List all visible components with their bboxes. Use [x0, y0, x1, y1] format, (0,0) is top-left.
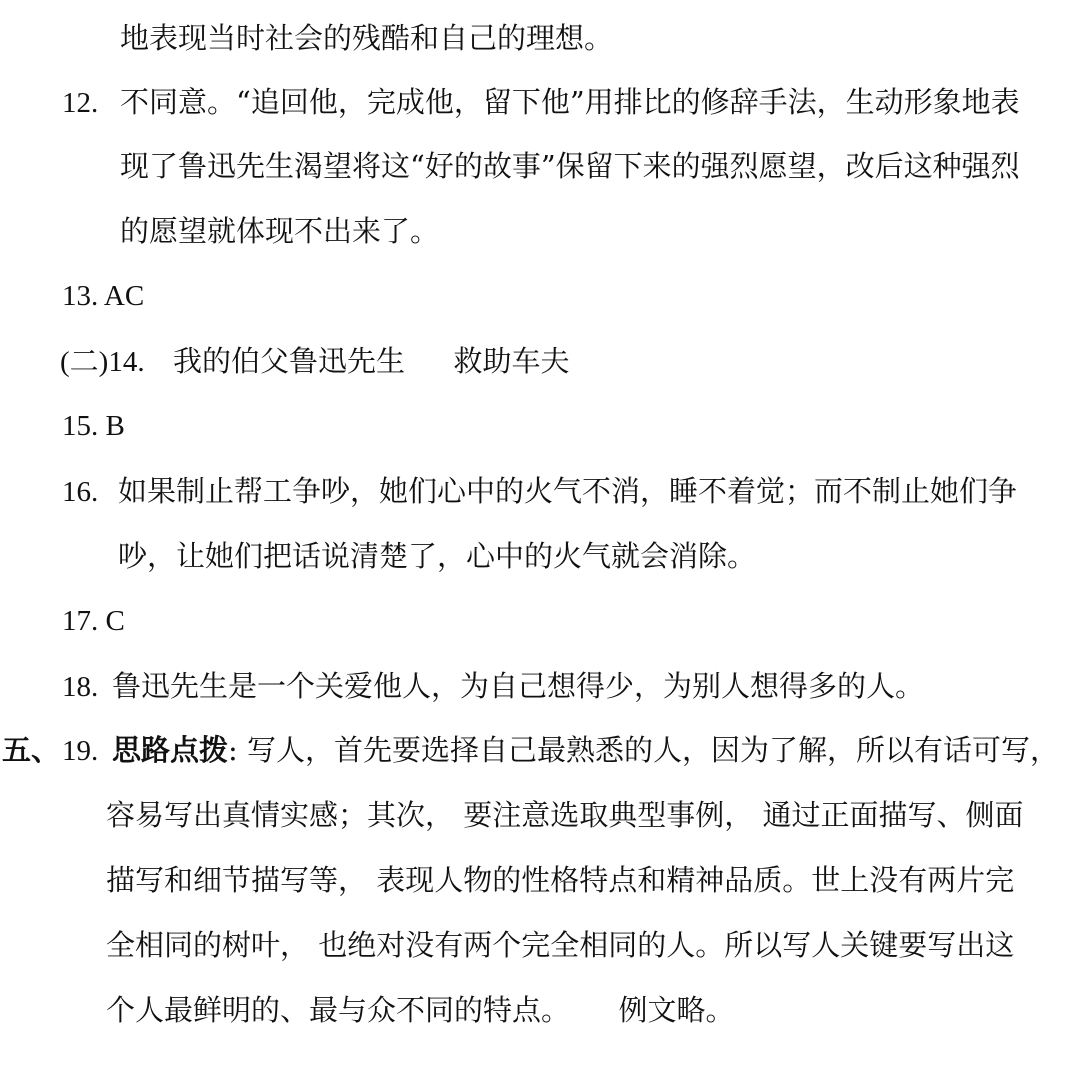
answer-19-line-3 [106, 860, 1014, 900]
answer-16-line-2 [118, 536, 756, 576]
answer-15 [62, 406, 125, 446]
answer-text: 17. C [62, 605, 125, 637]
answer-18-line-1 [112, 666, 924, 706]
answer-text: 15. B [62, 410, 125, 442]
answer-text: 我的伯父鲁迅先生 [173, 344, 406, 378]
answer-12-line-1 [120, 82, 1020, 122]
question-number: (二)14. [60, 346, 145, 378]
answer-12-line-2 [120, 146, 1020, 186]
answer-text: 现了鲁迅先生渴望将这“好的故事”保留下来的强烈愿望，改后这种强烈 [120, 149, 1020, 183]
question-number: 12. [62, 87, 99, 119]
answer-14 [60, 341, 569, 382]
answer-16 [62, 471, 98, 512]
answer-text: : 写人，首先要选择自己最熟悉的人，因为了解，所以有话可写， [228, 733, 1060, 767]
answer-text: 地表现当时社会的残酷和自己的理想。 [120, 21, 614, 55]
question-number: 16. [62, 476, 99, 508]
section-number: 五、 [2, 733, 61, 767]
answer-12-line-3 [120, 211, 439, 251]
answer-12 [62, 82, 98, 123]
answer-19-line-5 [106, 990, 734, 1030]
answer-text: 不同意。“追回他，完成他，留下他”用排比的修辞手法，生动形象地表 [120, 85, 1020, 119]
answer-text: 描写和细节描写等， 表现人物的性格特点和精神品质。世上没有两片完 [106, 863, 1015, 897]
section-label [2, 730, 60, 770]
answer-text: 吵，让她们把话说清楚了，心中的火气就会消除。 [118, 539, 757, 573]
answer-17 [62, 601, 125, 641]
answer-19-line-1 [112, 730, 1059, 770]
answer-text: 容易写出真情实感；其次， 要注意选取典型事例， 通过正面描写、侧面 [106, 798, 1024, 832]
answer-text: 的愿望就体现不出来了。 [120, 214, 440, 248]
answer-19 [62, 730, 98, 771]
answer-19-line-4 [106, 925, 1014, 965]
answer-text: 救助车夫 [453, 344, 570, 378]
answer-18 [62, 666, 98, 707]
answer-text: 全相同的树叶， 也绝对没有两个完全相同的人。所以写人关键要写出这 [106, 928, 1015, 962]
answer-text: 鲁迅先生是一个关爱他人，为自己想得少，为别人想得多的人。 [112, 669, 925, 703]
answer-text: 个人最鲜明的、最与众不同的特点。 [106, 993, 571, 1027]
hint-label: 思路点拨 [112, 733, 229, 767]
answer-16-line-1 [118, 471, 1017, 511]
answer-11-continuation [120, 18, 613, 58]
answer-text: 例文略。 [618, 993, 735, 1027]
answer-13 [62, 276, 144, 316]
question-number: 18. [62, 671, 99, 703]
answer-19-line-2 [106, 795, 1023, 835]
question-number: 19. [62, 735, 99, 767]
answer-text: 13. AC [62, 280, 145, 312]
answer-text: 如果制止帮工争吵，她们心中的火气不消，睡不着觉；而不制止她们争 [118, 474, 1018, 508]
